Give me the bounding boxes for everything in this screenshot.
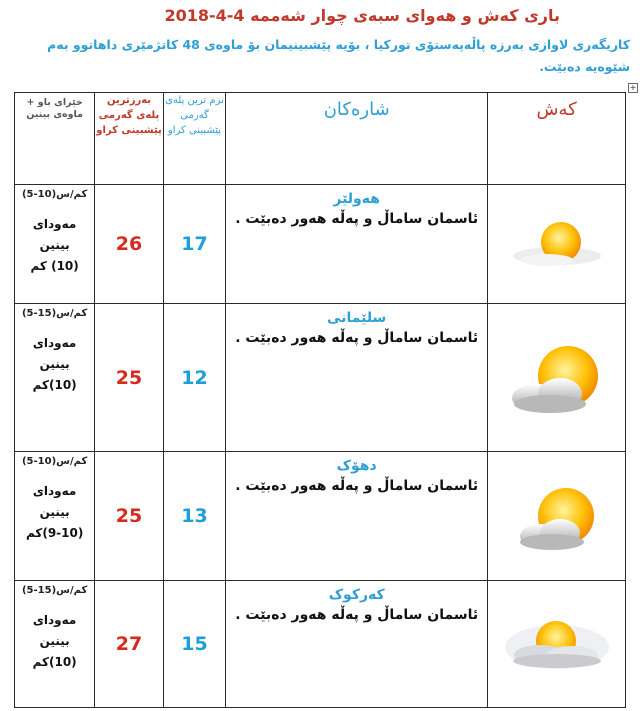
city-name: دهۆک	[336, 458, 377, 474]
sunny-icon	[507, 212, 607, 276]
wind-cell	[15, 185, 95, 304]
header-weather: کەش	[488, 93, 626, 185]
city-cell	[226, 452, 488, 581]
wind-speed: (5-10)کم/س	[21, 456, 88, 467]
header-cities: شارەکان	[226, 93, 488, 185]
partly-cloudy-icon	[502, 460, 612, 572]
visibility	[15, 481, 94, 544]
weather-table	[14, 92, 626, 708]
table-row	[15, 185, 626, 304]
visibility	[15, 610, 94, 673]
weather-icon-cell	[488, 581, 626, 708]
visibility-value: (10)کم	[32, 655, 77, 669]
title-text: باری کەش و هەوای سبەی چوار شەممە	[250, 6, 560, 25]
weather-icon-cell	[488, 304, 626, 452]
condition-text: ئاسمان ساماڵ و پەڵە هەور دەبێت .	[235, 211, 479, 227]
table-row	[15, 581, 626, 708]
page-title	[0, 6, 560, 25]
city-name: هەولێر	[333, 191, 380, 207]
visibility-value: (10)کم	[32, 378, 77, 392]
max-temp: 27	[95, 581, 164, 708]
visibility-label: مەودای	[32, 336, 77, 350]
wind-cell	[15, 452, 95, 581]
header-min-temp: نزم ترین پلەی گەرمی پێشبینی کراو	[163, 93, 225, 185]
forecast-summary: کاریگەری لاوازی بەرزە پاڵەپەستۆی تورکیا ، بۆیە پێشبینیمان بۆ ماوەی 48 کاتژمێری داهاتوو بەم شێوەیە دەبێت.	[47, 37, 630, 74]
max-temp: 25	[95, 452, 164, 581]
partly-cloudy-icon	[494, 312, 620, 444]
header-wind: خێرای باو + ماوەی بینین	[15, 93, 95, 185]
visibility-label: بینین	[39, 238, 70, 252]
visibility-label: مەودای	[32, 217, 77, 231]
min-temp: 12	[163, 304, 225, 452]
min-temp: 15	[163, 581, 225, 708]
condition-text: ئاسمان ساماڵ و پەڵە هەور دەبێت .	[235, 607, 479, 623]
visibility-label: بینین	[39, 505, 70, 519]
min-temp: 13	[163, 452, 225, 581]
city-name: کەرکوک	[328, 587, 385, 603]
table-row	[15, 304, 626, 452]
header-max-temp: بەرزترین پلەی گەرمی پێشبینی کراو	[95, 93, 164, 185]
visibility-value: (9-10)کم	[25, 526, 84, 540]
visibility-label: مەودای	[32, 484, 77, 498]
city-cell	[226, 304, 488, 452]
max-temp: 26	[95, 185, 164, 304]
visibility-value: (10) کم	[30, 259, 79, 273]
title-date: 2018-4-4	[164, 6, 245, 25]
visibility-label: بینین	[39, 357, 70, 371]
wind-cell	[15, 581, 95, 708]
sun-behind-cloud-icon	[500, 611, 614, 677]
visibility-label: بینین	[39, 634, 70, 648]
weather-icon-cell	[488, 452, 626, 581]
table-move-handle-icon[interactable]: +	[629, 83, 637, 92]
visibility	[15, 214, 94, 277]
wind-speed: (5-15)کم/س	[21, 308, 88, 319]
min-temp: 17	[163, 185, 225, 304]
table-row	[15, 452, 626, 581]
visibility	[15, 333, 94, 396]
condition-text: ئاسمان ساماڵ و پەڵە هەور دەبێت .	[235, 478, 479, 494]
wind-speed: (5-10)کم/س	[21, 189, 88, 200]
weather-icon-cell	[488, 185, 626, 304]
city-cell	[226, 581, 488, 708]
condition-text: ئاسمان ساماڵ و پەڵە هەور دەبێت .	[235, 330, 479, 346]
table-header-row	[15, 93, 626, 185]
city-cell	[226, 185, 488, 304]
wind-speed: (5-15)کم/س	[21, 585, 88, 596]
visibility-label: مەودای	[32, 613, 77, 627]
wind-cell	[15, 304, 95, 452]
city-name: سلێمانی	[327, 310, 387, 326]
max-temp: 25	[95, 304, 164, 452]
